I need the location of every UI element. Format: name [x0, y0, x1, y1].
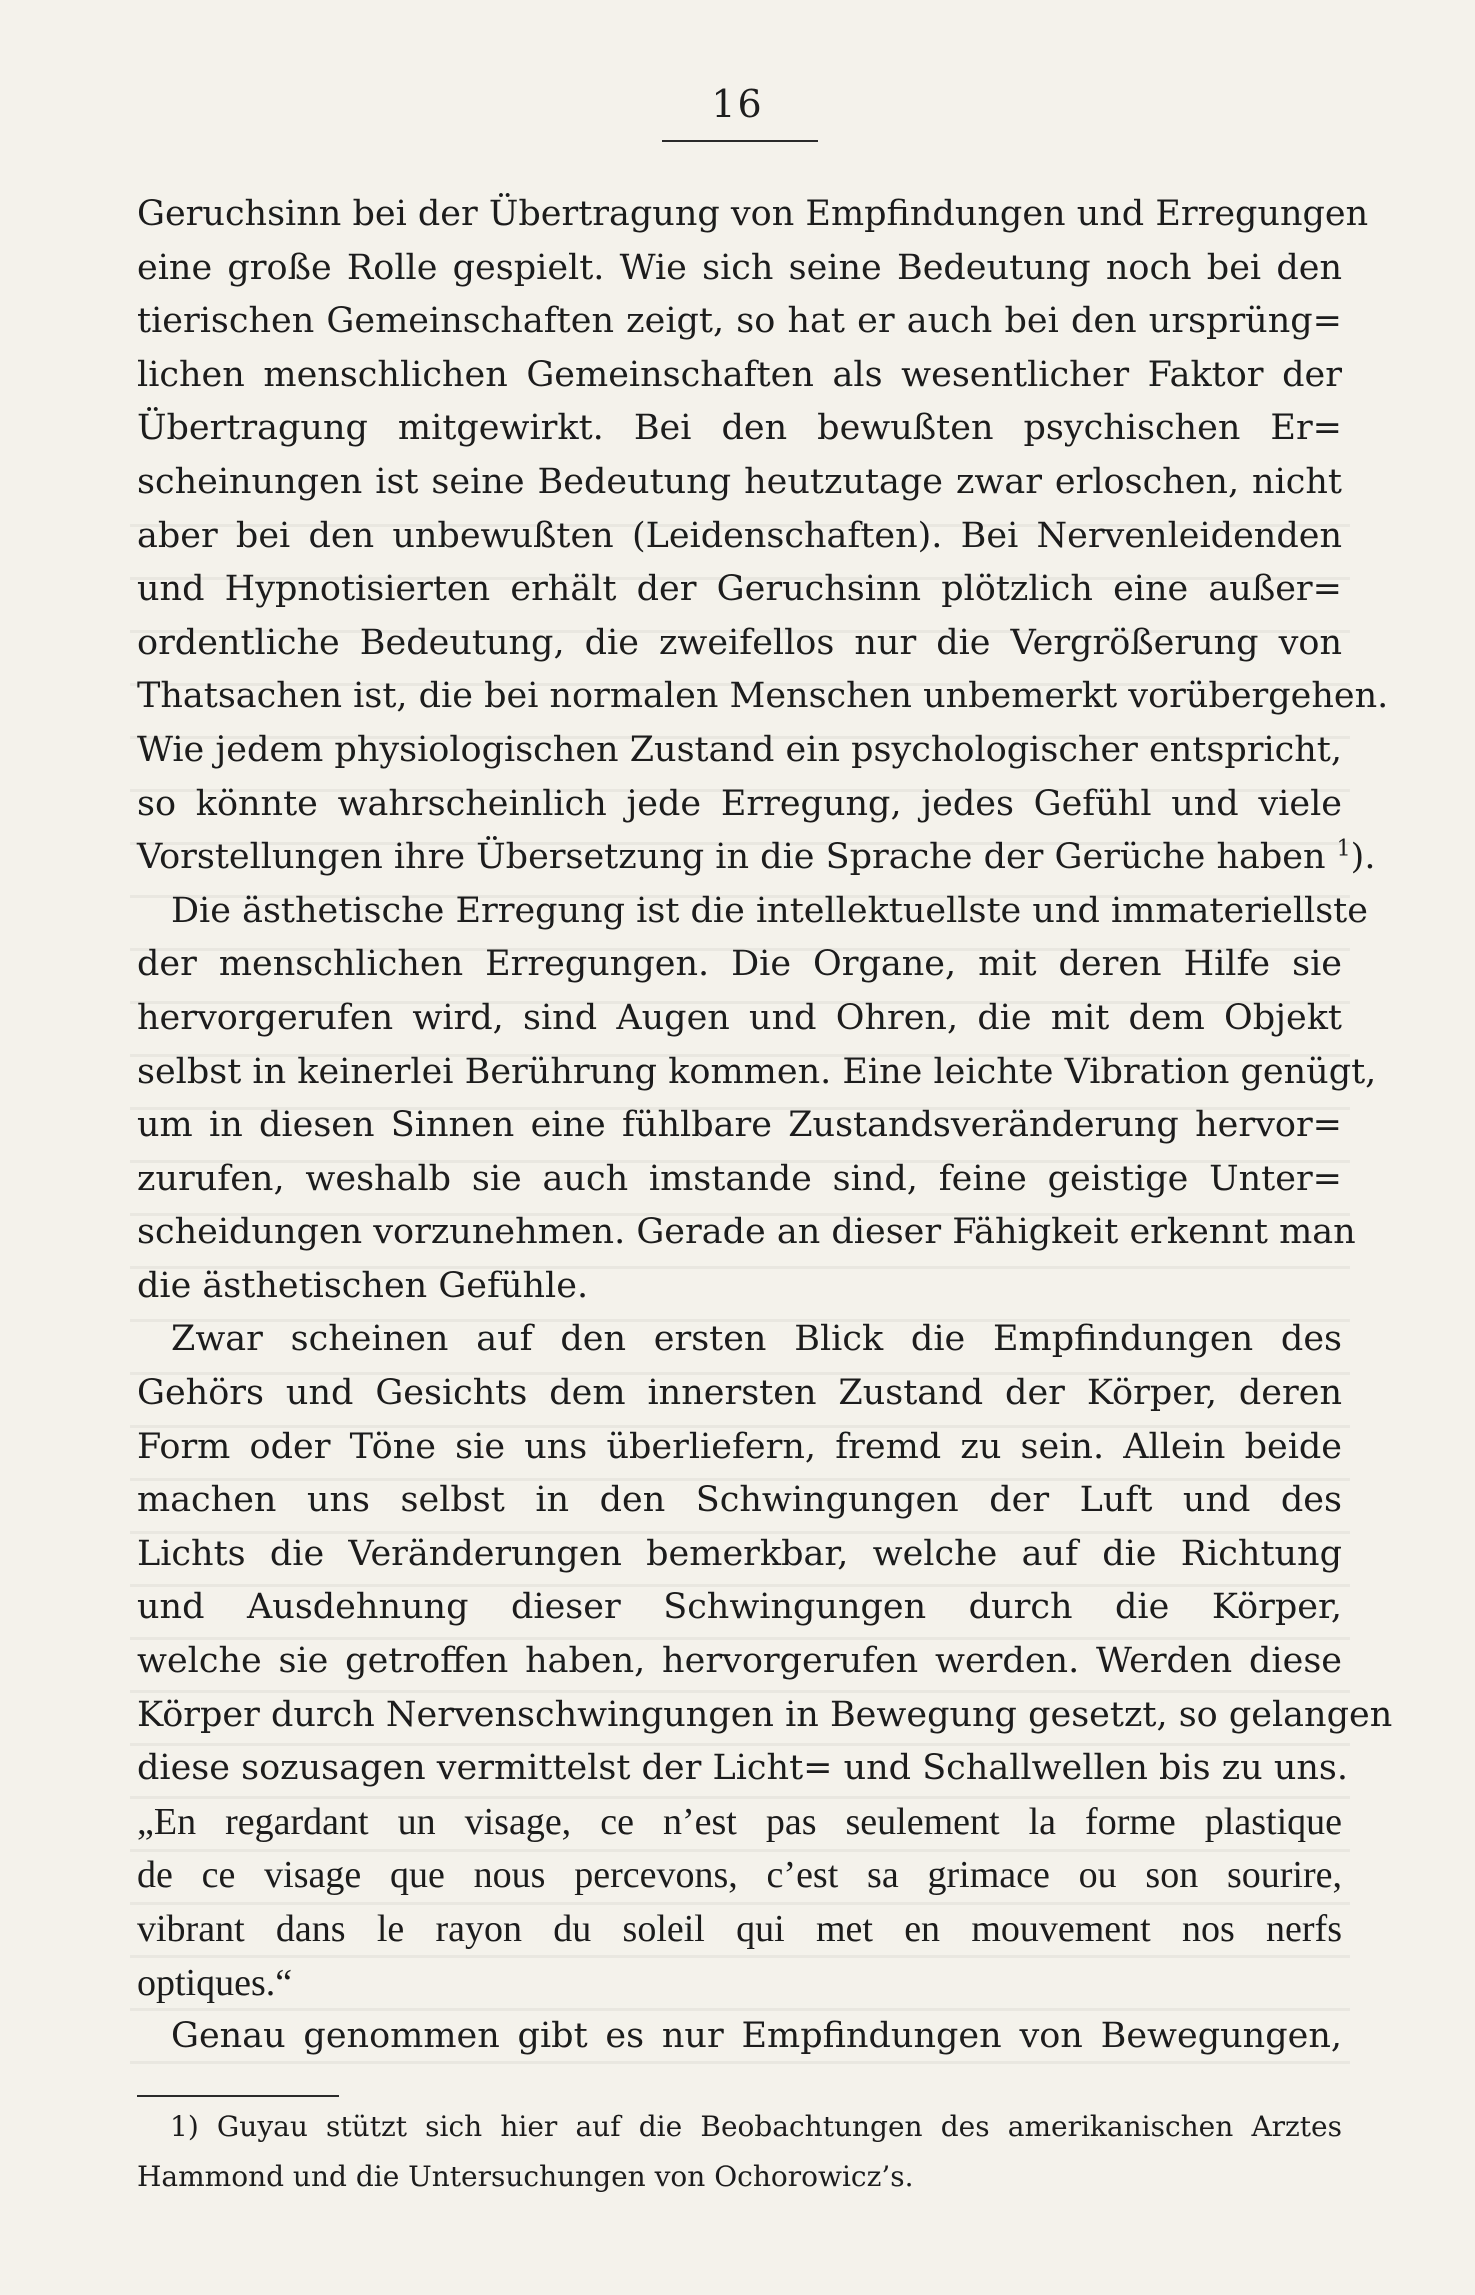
- text-line: scheidungen vorzunehmen. Gerade an dieser Fähigkeit erkennt man: [137, 1212, 1356, 1253]
- text-line: diese sozusagen vermittelst der Licht= und Schallwellen bis zu uns.: [137, 1748, 1348, 1789]
- text-line: Gehörs und Gesichts dem innersten Zustand der Körper, deren: [137, 1373, 1342, 1414]
- text-line: Wie jedem physiologischen Zustand ein psychologischer entspricht,: [137, 729, 1342, 770]
- french-quote-line: de ce visage que nous percevons, c’est sa grimace ou son sourire,: [137, 1854, 1342, 1897]
- text-line: und Ausdehnung dieser Schwingungen durch die Körper,: [137, 1587, 1342, 1628]
- text-line: der menschlichen Erregungen. Die Organe, mit deren Hilfe sie: [137, 944, 1342, 985]
- text-line: aber bei den unbewußten (Leidenschaften). Bei Nervenleidenden: [137, 515, 1342, 556]
- paragraph-start-line: Zwar scheinen auf den ersten Blick die Empfindungen des: [171, 1319, 1342, 1360]
- text-line: ordentliche Bedeutung, die zweifellos nur die Vergrößerung von: [137, 622, 1342, 663]
- text-line: Lichts die Veränderungen bemerkbar, welche auf die Richtung: [137, 1533, 1342, 1574]
- footnote-line: 1) Guyau stützt sich hier auf die Beobachtungen des amerikanischen Arztes: [170, 2110, 1342, 2143]
- text-line: tierischen Gemeinschaften zeigt, so hat er auch bei den ursprüng=: [137, 301, 1342, 342]
- text-line: eine große Rolle gespielt. Wie sich seine Bedeutung noch bei den: [137, 247, 1342, 288]
- text-line: selbst in keinerlei Berührung kommen. Eine leichte Vibration genügt,: [137, 1051, 1377, 1092]
- footnotes: [137, 2102, 1342, 2202]
- footnote-reference: 1: [1336, 836, 1351, 862]
- text-line-with-footnote: [137, 831, 1376, 885]
- text-line: um in diesen Sinnen eine fühlbare Zustandsveränderung hervor=: [137, 1105, 1342, 1146]
- text-line: Form oder Töne sie uns überliefern, fremd zu sein. Allein beide: [137, 1426, 1342, 1467]
- footnote-line: Hammond und die Untersuchungen von Ochorowicz’s.: [137, 2160, 914, 2193]
- french-quote-line: „En regardant un visage, ce n’est pas seulement la forme plastique: [137, 1800, 1342, 1843]
- footnote-rule: [137, 2095, 339, 2097]
- text-line: Übertragung mitgewirkt. Bei den bewußten psychischen Er=: [137, 408, 1342, 449]
- french-quote-line: optiques.“: [137, 1961, 293, 2004]
- body-text: [137, 188, 1393, 2064]
- french-quote-line: vibrant dans le rayon du soleil qui met en mouvement nos nerfs: [137, 1908, 1342, 1950]
- paragraph-start-line: Die ästhetische Erregung ist die intellektuellste und immateriellste: [171, 890, 1368, 931]
- text-line: und Hypnotisierten erhält der Geruchsinn plötzlich eine außer=: [137, 569, 1342, 610]
- text-line: Geruchsinn bei der Übertragung von Empfindungen und Erregungen: [137, 194, 1369, 234]
- text-line: zurufen, weshalb sie auch imstande sind, feine geistige Unter=: [137, 1158, 1342, 1199]
- text-line: hervorgerufen wird, sind Augen und Ohren, die mit dem Objekt: [137, 997, 1342, 1038]
- text-line: Thatsachen ist, die bei normalen Menschen unbemerkt vorübergehen.: [137, 676, 1389, 717]
- text-line: welche sie getroffen haben, hervorgerufen werden. Werden diese: [137, 1641, 1342, 1682]
- header-rule: [662, 140, 818, 142]
- footnote-ref-suffix: ).: [1350, 837, 1376, 878]
- text-line: machen uns selbst in den Schwingungen der Luft und des: [137, 1480, 1342, 1521]
- text-line: lichen menschlichen Gemeinschaften als wesentlicher Faktor der: [137, 354, 1342, 395]
- text-line: Körper durch Nervenschwingungen in Bewegung gesetzt, so gelangen: [137, 1694, 1393, 1735]
- text-line: so könnte wahrscheinlich jede Erregung, jedes Gefühl und viele: [137, 783, 1342, 824]
- paragraph-start-line: Genau genommen gibt es nur Empfindungen von Bewegungen,: [171, 2016, 1342, 2057]
- text-line: die ästhetischen Gefühle.: [137, 1265, 589, 1306]
- text-segment: Vorstellungen ihre Übersetzung in die Sprache der Gerüche haben: [137, 837, 1326, 878]
- text-line: scheinungen ist seine Bedeutung heutzutage zwar erloschen, nicht: [137, 461, 1342, 502]
- page-number: 16: [711, 82, 764, 126]
